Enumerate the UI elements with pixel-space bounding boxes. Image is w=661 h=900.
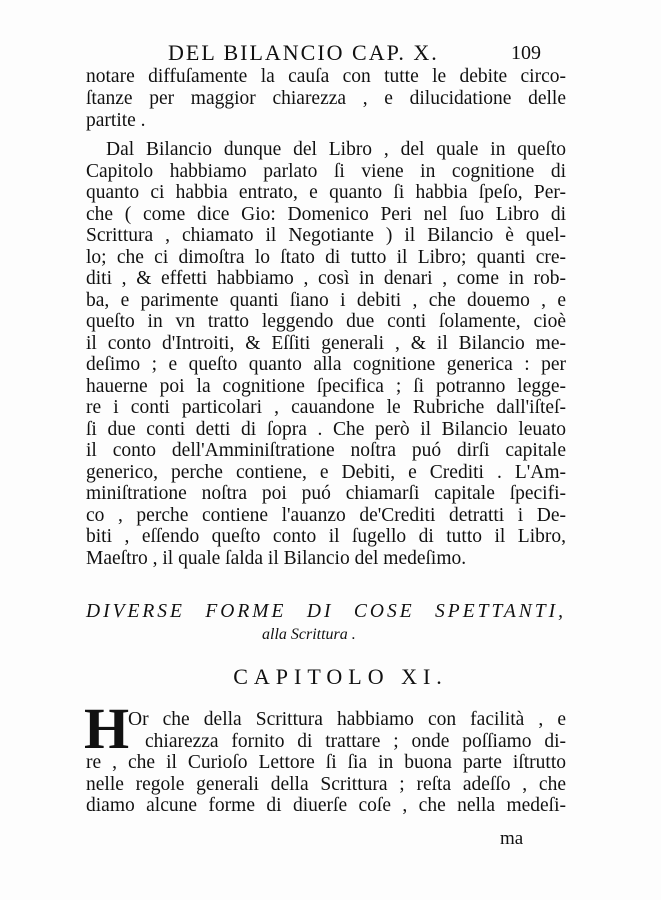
text-line: Scrittura , chiamato il Negotiante ) il Bilancio è quel- xyxy=(86,225,566,246)
text-line: ſi due conti detti di ſopra . Che però il Bilancio leuato xyxy=(86,418,566,440)
catchword: ma xyxy=(500,828,524,849)
text-line: che ( come dice Gio: Domenico Peri nel ſuo Libro di xyxy=(86,203,566,225)
text-line: chiarezza fornito di trattare ; onde poſſiamo di- xyxy=(145,731,566,752)
text-line: hauerne poi la cognitione ſpecifica ; ſi potranno legge- xyxy=(86,375,566,397)
text-line: lo; che ci dimoſtra lo ſtato di tutto il Libro; quanti cre- xyxy=(86,246,566,268)
text-line: diamo alcune forme di diuerſe coſe , che nella medeſi- xyxy=(86,795,566,816)
text-line: nelle regole generali della Scrittura ; reſta adeſſo , che xyxy=(86,774,566,795)
section-subtitle: alla Scrittura . xyxy=(262,626,356,643)
chapter-title: CAPITOLO XI. xyxy=(233,664,448,689)
text-line: il conto dell'Amminiſtratione noſtra puó dirſi capitale xyxy=(86,440,566,461)
text-line: ba, e parimente quanti ſiano i debiti , che douemo , e xyxy=(86,289,566,311)
text-line: Dal Bilancio dunque del Libro , del quale in queſto xyxy=(106,139,566,160)
text-line: il conto d'Introiti, & Eſſiti generali , & il Bilancio me- xyxy=(86,332,566,354)
text-line: deſimo ; e queſto quanto alla cognitione generica : per xyxy=(86,354,566,375)
text-line: generico, perche contiene, e Debiti, e Crediti . L'Am- xyxy=(86,461,566,483)
section-title: DIVERSE FORME DI COSE SPETTANTI, xyxy=(86,601,566,622)
text-line: miniſtratione noſtra poi puó chiamarſi capitale ſpecifi- xyxy=(86,483,566,504)
text-line: Capitolo habbiamo parlato ſi viene in cognitione di xyxy=(86,160,566,182)
text-line: partite . xyxy=(86,110,146,131)
text-line: Maeſtro , il quale ſalda il Bilancio del medeſimo. xyxy=(86,547,467,569)
text-line: Or che della Scrittura habbiamo con facilità , e xyxy=(128,709,566,730)
text-line: co , perche contiene l'auanzo de'Crediti detratti i De- xyxy=(86,504,566,526)
text-line: diti , & effetti habbiamo , così in denari , come in rob- xyxy=(86,268,566,289)
text-line: biti , eſſendo queſto conto il ſugello di tutto il Libro, xyxy=(86,526,566,547)
text-line: ſtanze per maggior chiarezza , e dilucidatione delle xyxy=(86,88,566,109)
drop-cap: H xyxy=(84,696,130,761)
page-number: 109 xyxy=(511,42,541,64)
text-line: re , che il Curioſo Lettore ſi ſia in buona parte iſtrutto xyxy=(86,752,566,773)
text-line: quanto ci habbia entrato, e quanto ſi habbia ſpeſo, Per- xyxy=(86,182,566,203)
text-line: re i conti particolari , cauandone le Rubriche dall'iſteſ- xyxy=(86,397,566,418)
text-line: notare diffuſamente la cauſa con tutte le debite circo- xyxy=(86,66,566,87)
running-title: DEL BILANCIO CAP. X. xyxy=(168,40,439,65)
text-line: queſto in vn tratto leggendo due conti ſolamente, cioè xyxy=(86,311,566,332)
